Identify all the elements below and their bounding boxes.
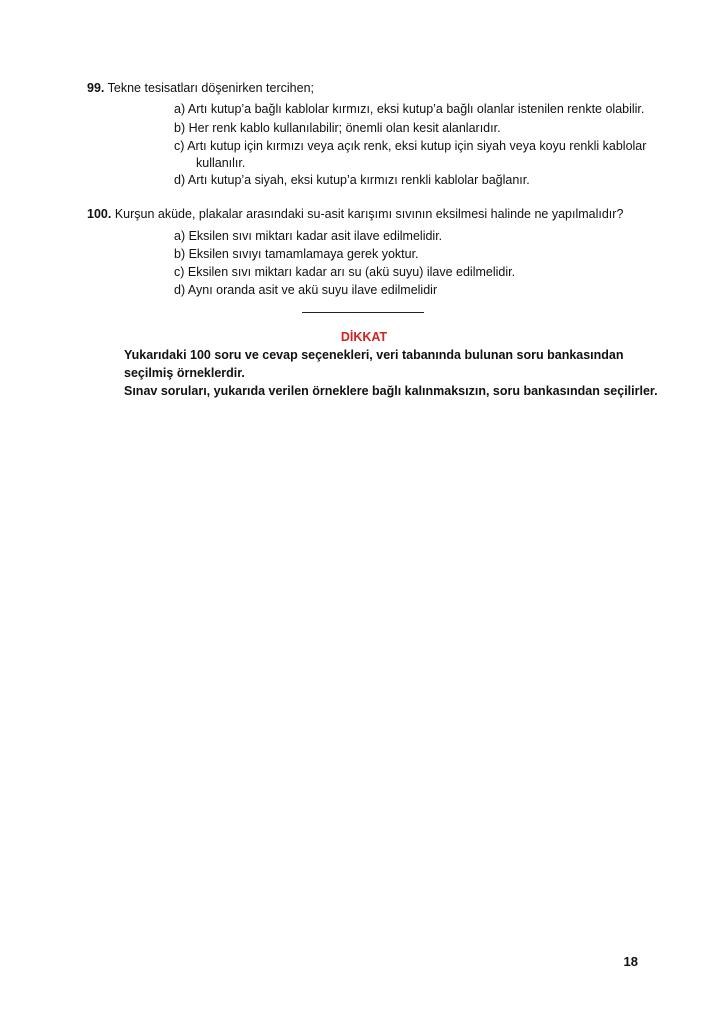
- question-number: 99.: [87, 81, 105, 95]
- option-a: a) Eksilen sıvı miktarı kadar asit ilave edilmelidir.: [174, 229, 443, 243]
- page-number: 18: [623, 954, 638, 969]
- option-a: a) Artı kutup’a bağlı kablolar kırmızı, eksi kutup’a bağlı olanlar istenilen renkte olabilir.: [174, 102, 645, 116]
- notice-line-2: seçilmiş örneklerdir.: [124, 366, 245, 380]
- notice-line-3: Sınav soruları, yukarıda verilen örneklere bağlı kalınmaksızın, soru bankasından seçilirler.: [124, 384, 658, 398]
- notice-line-1: Yukarıdaki 100 soru ve cevap seçenekleri, veri tabanında bulunan soru bankasından: [124, 348, 624, 362]
- option-d: d) Artı kutup’a siyah, eksi kutup’a kırmızı renkli kablolar bağlanır.: [174, 173, 530, 187]
- option-b: b) Eksilen sıvıyı tamamlamaya gerek yoktur.: [174, 247, 419, 261]
- question-99: [87, 79, 314, 97]
- question-text: Kurşun aküde, plakalar arasındaki su-asit karışımı sıvının eksilmesi halinde ne yapılmalıdır?: [114, 207, 624, 221]
- separator-line: [302, 312, 424, 313]
- notice-title: DİKKAT: [340, 330, 388, 344]
- option-d: d) Aynı oranda asit ve akü suyu ilave edilmelidir: [174, 283, 438, 297]
- option-c-continuation: kullanılır.: [196, 156, 246, 170]
- option-c: c) Eksilen sıvı miktarı kadar arı su (akü suyu) ilave edilmelidir.: [174, 265, 516, 279]
- option-c: c) Artı kutup için kırmızı veya açık renk, eksi kutup için siyah veya koyu renkli kablolar: [174, 139, 647, 153]
- question-100: [87, 205, 623, 223]
- option-b: b) Her renk kablo kullanılabilir; önemli olan kesit alanlarıdır.: [174, 121, 501, 135]
- question-text: Tekne tesisatları döşenirken tercihen;: [107, 81, 315, 95]
- question-number: 100.: [87, 207, 112, 221]
